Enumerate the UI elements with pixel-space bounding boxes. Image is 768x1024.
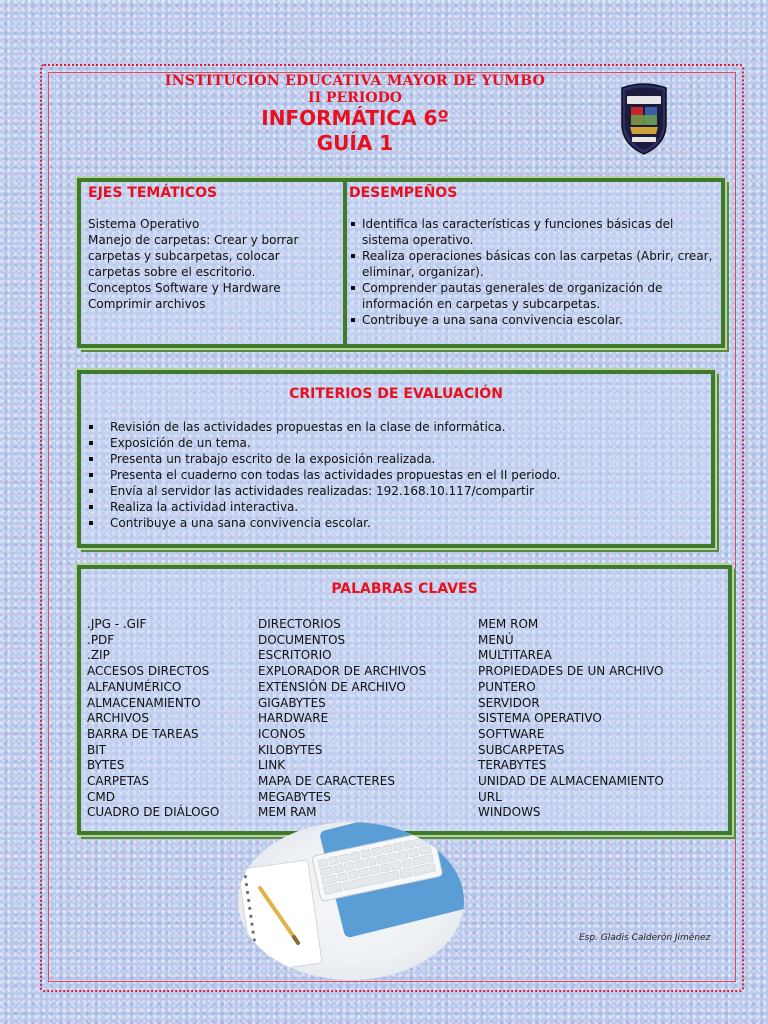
criterios-list bbox=[87, 419, 711, 531]
palabras-claves-box bbox=[77, 565, 732, 835]
desempeno-item: Identifica las características y funciones básicas del sistema operativo. bbox=[349, 216, 719, 248]
keyword: BYTES bbox=[87, 758, 125, 773]
keyword: EXTENSIÓN DE ARCHIVO bbox=[258, 679, 406, 694]
desempeno-item: Realiza operaciones básicas con las carpetas (Abrir, crear, eliminar, organizar). bbox=[349, 248, 719, 280]
keyword: MEM RAM bbox=[258, 805, 317, 820]
keywords-column-3 bbox=[478, 617, 664, 821]
keyword: PUNTERO bbox=[478, 679, 536, 694]
keyword: .JPG - .GIF bbox=[87, 617, 147, 631]
keyword: PROPIEDADES DE UN ARCHIVO bbox=[478, 664, 664, 679]
desempeno-item: Comprender pautas generales de organización de información en carpetas y subcarpetas. bbox=[349, 280, 719, 312]
keyword: ACCESOS DIRECTOS bbox=[87, 664, 210, 679]
ejes-line: carpetas y subcarpetas, colocar bbox=[88, 249, 280, 263]
keyword: BIT bbox=[87, 742, 107, 757]
palabras-title: PALABRAS CLAVES bbox=[331, 581, 478, 597]
criterio-item: Revisión de las actividades propuestas en la clase de informática. bbox=[87, 419, 711, 435]
keyword: CUADRO DE DIÁLOGO bbox=[87, 805, 220, 820]
keyword: MULTITAREA bbox=[478, 648, 552, 663]
institution-name: INSTITUCIÓN EDUCATIVA MAYOR DE YUMBO bbox=[164, 73, 546, 89]
keywords-column-1 bbox=[87, 617, 219, 821]
desempeno-item: Contribuye a una sana convivencia escolar. bbox=[349, 312, 719, 328]
keyword: LINK bbox=[258, 758, 286, 773]
ejes-line: Conceptos Software y Hardware bbox=[88, 281, 281, 295]
keyword: MEM ROM bbox=[478, 617, 539, 631]
guide-title: GUÍA 1 bbox=[316, 131, 394, 155]
desempenos-title: DESEMPEÑOS bbox=[349, 185, 458, 201]
ejes-line: Sistema Operativo bbox=[88, 217, 200, 231]
keyword: .PDF bbox=[87, 632, 115, 647]
keyword: CARPETAS bbox=[87, 774, 149, 789]
keyword: UNIDAD DE ALMACENAMIENTO bbox=[478, 774, 664, 789]
criterio-item: Exposición de un tema. bbox=[87, 435, 711, 451]
keyword: SERVIDOR bbox=[478, 695, 540, 710]
desempenos-list bbox=[349, 216, 719, 328]
keyword: ALFANUMÉRICO bbox=[87, 679, 182, 694]
keyword: ICONOS bbox=[258, 726, 306, 741]
keyword: DIRECTORIOS bbox=[258, 617, 341, 631]
keyword: ALMACENAMIENTO bbox=[87, 695, 201, 710]
keyword: KILOBYTES bbox=[258, 742, 323, 757]
ejes-title: EJES TEMÁTICOS bbox=[88, 185, 218, 201]
keyword: EXPLORADOR DE ARCHIVOS bbox=[258, 664, 427, 679]
criterio-item: Envía al servidor las actividades realizadas: 192.168.10.117/compartir bbox=[87, 483, 711, 499]
keyword: SOFTWARE bbox=[478, 726, 545, 741]
desempenos-column bbox=[349, 185, 719, 328]
criterio-item: Contribuye a una sana convivencia escolar. bbox=[87, 515, 711, 531]
column-divider bbox=[343, 182, 347, 344]
keyword: DOCUMENTOS bbox=[258, 632, 346, 647]
ejes-desempenos-box bbox=[77, 178, 725, 348]
keyword: BARRA DE TAREAS bbox=[87, 726, 199, 741]
keyword: .ZIP bbox=[87, 648, 110, 663]
keyword: TERABYTES bbox=[478, 758, 547, 773]
criterio-item: Presenta un trabajo escrito de la exposición realizada. bbox=[87, 451, 711, 467]
keyword: CMD bbox=[87, 789, 115, 804]
author-signature: Esp. Gladis Calderón Jiménez bbox=[579, 933, 711, 943]
desk-photo bbox=[238, 822, 464, 980]
keyword: HARDWARE bbox=[258, 711, 329, 726]
criterios-box bbox=[77, 370, 715, 548]
ejes-line: carpetas sobre el escritorio. bbox=[88, 265, 256, 279]
keyword: MEGABYTES bbox=[258, 789, 331, 804]
ejes-line: Manejo de carpetas: Crear y borrar bbox=[88, 233, 299, 247]
keyword: WINDOWS bbox=[478, 805, 541, 820]
keyword: SUBCARPETAS bbox=[478, 742, 565, 757]
criterios-title: CRITERIOS DE EVALUACIÓN bbox=[289, 386, 503, 402]
criterio-item: Realiza la actividad interactiva. bbox=[87, 499, 711, 515]
keyword: ARCHIVOS bbox=[87, 711, 149, 726]
keyword: MAPA DE CARACTERES bbox=[258, 774, 395, 789]
keyword: URL bbox=[478, 789, 502, 804]
keywords-column-2 bbox=[258, 617, 426, 821]
keyword: MENÚ bbox=[478, 632, 514, 647]
criterio-item: Presenta el cuaderno con todas las actividades propuestas en el II periodo. bbox=[87, 467, 711, 483]
document-header bbox=[150, 73, 560, 156]
ejes-text bbox=[88, 216, 338, 312]
subject-title: INFORMÁTICA 6º bbox=[261, 106, 449, 130]
period-label: II PERIODO bbox=[308, 90, 402, 106]
keyword: SISTEMA OPERATIVO bbox=[478, 711, 602, 726]
keyword: GIGABYTES bbox=[258, 695, 326, 710]
desk-illustration bbox=[238, 822, 464, 980]
school-crest-logo bbox=[616, 80, 672, 156]
ejes-line: Comprimir archivos bbox=[88, 297, 206, 311]
ejes-column bbox=[88, 185, 338, 312]
keyword: ESCRITORIO bbox=[258, 648, 332, 663]
